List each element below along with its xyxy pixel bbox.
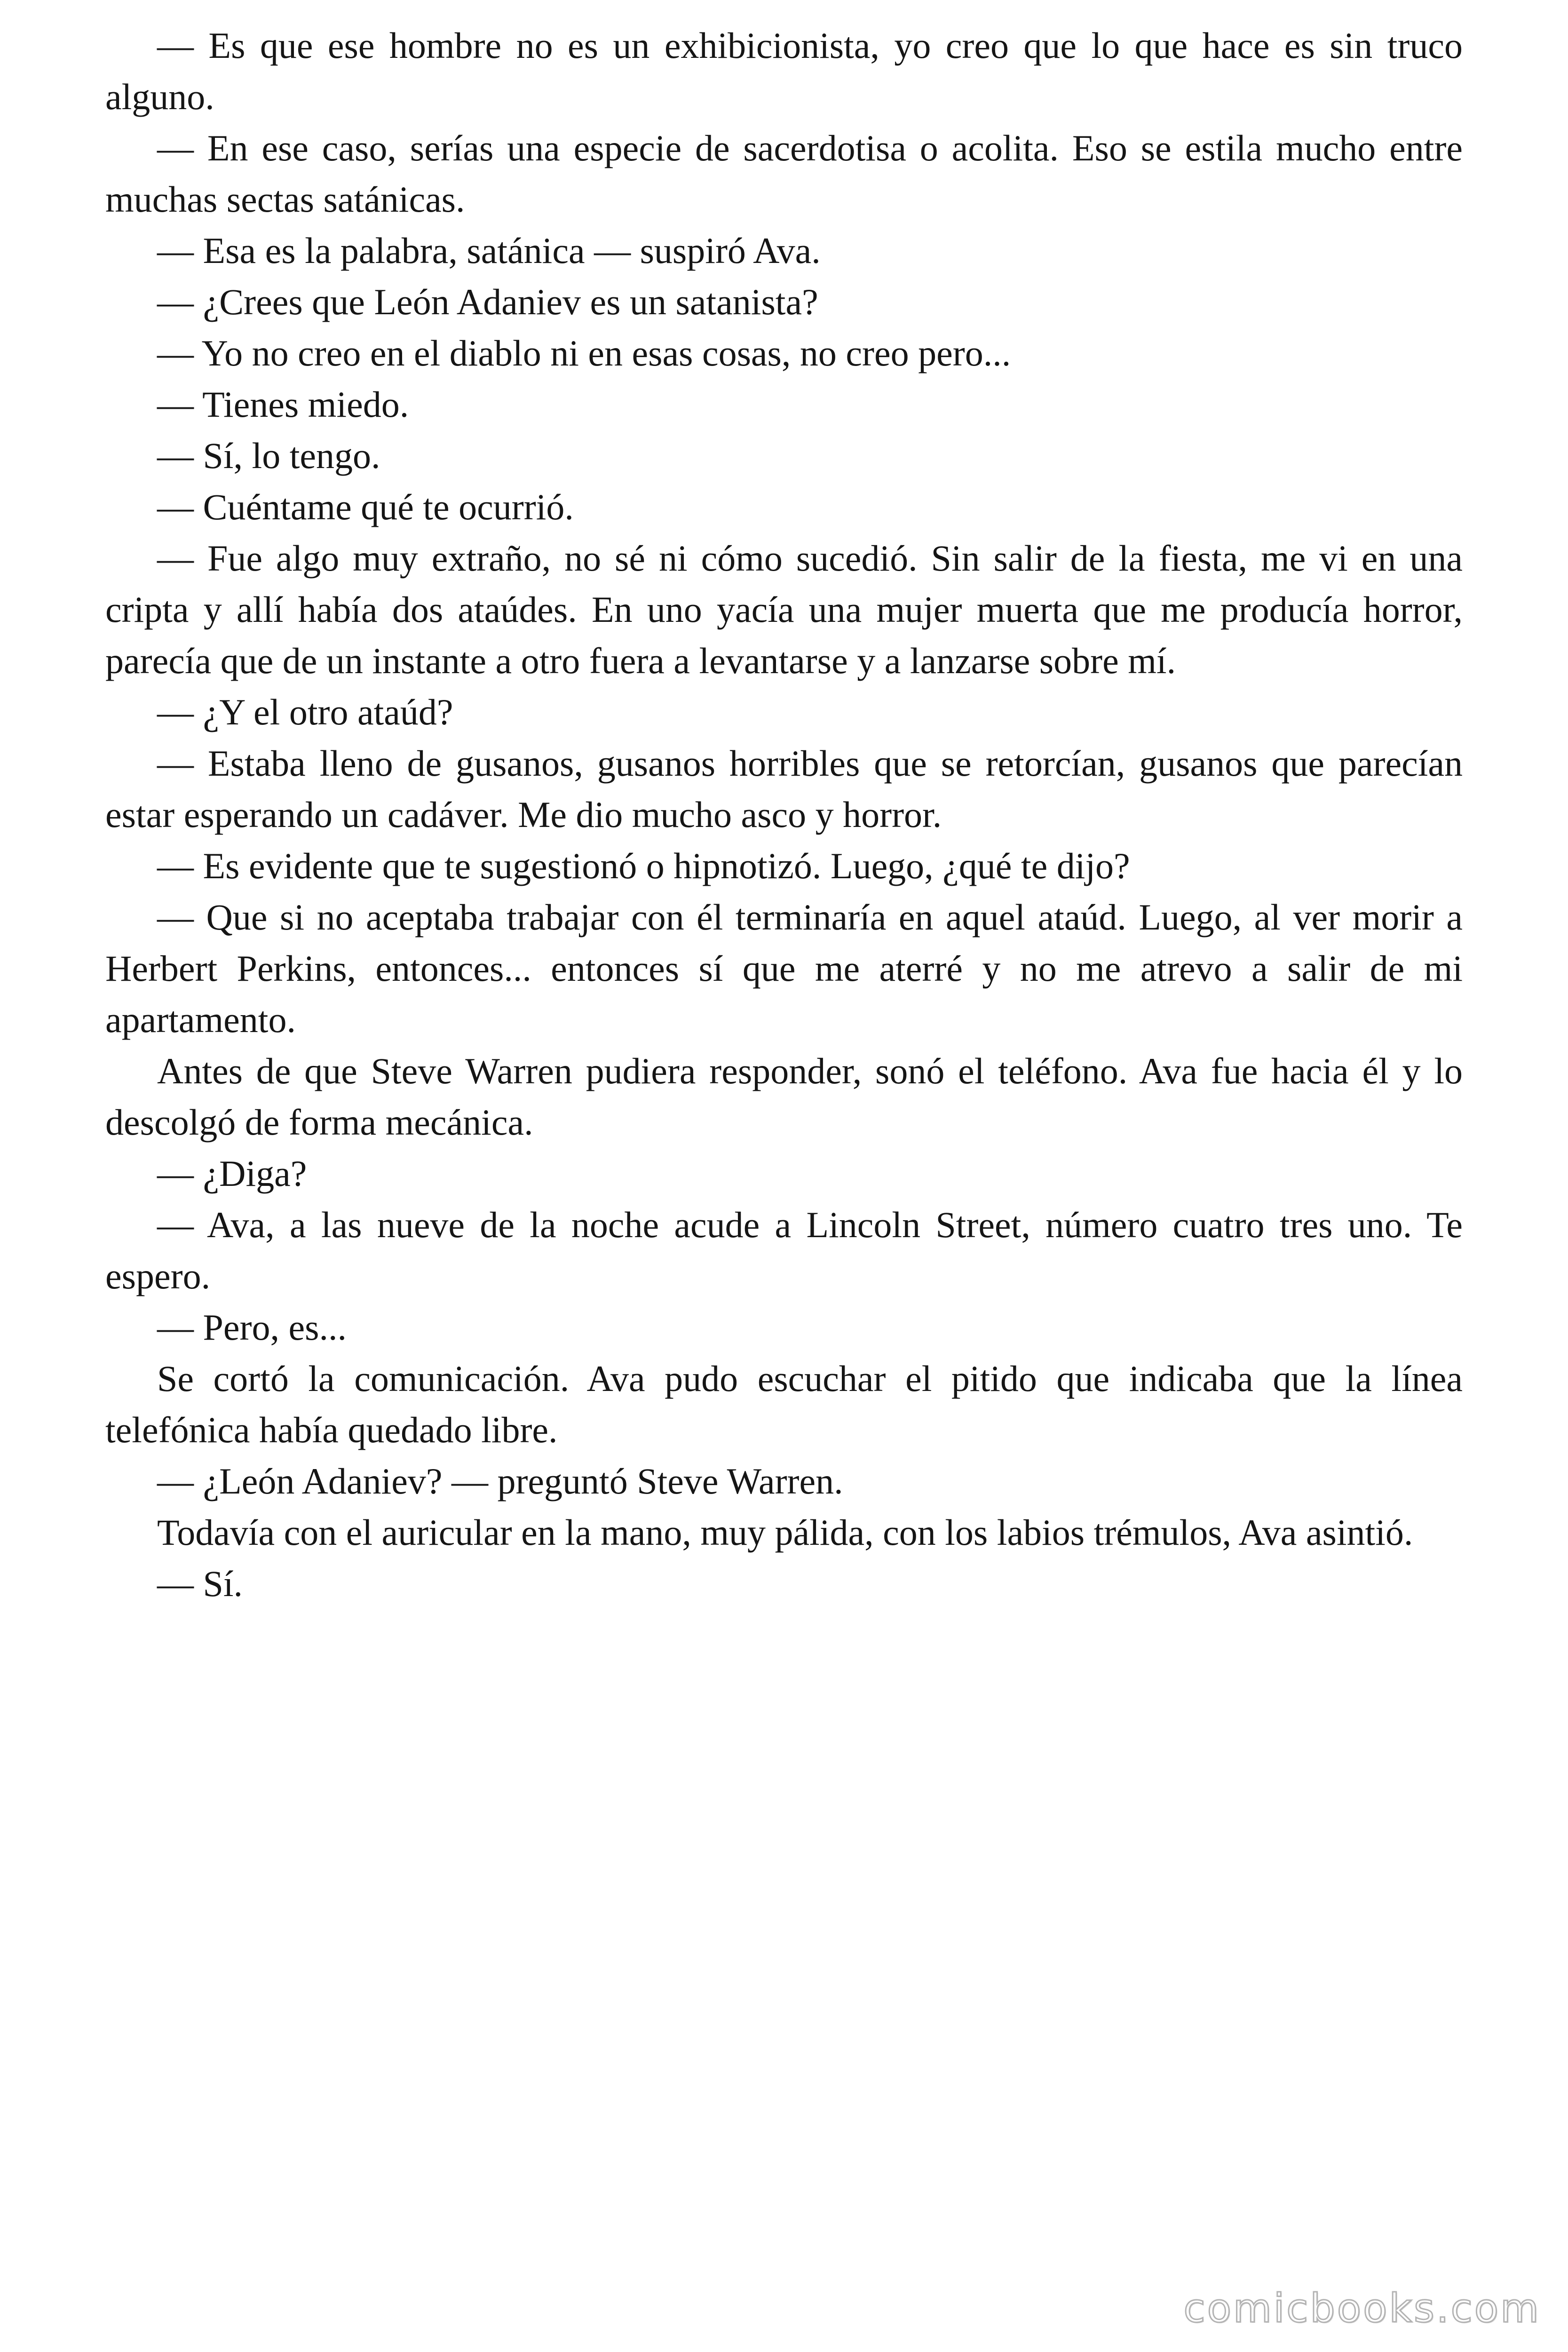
paragraph: — Es evidente que te sugestionó o hipnotizó. Luego, ¿qué te dijo? xyxy=(157,845,1130,886)
paragraph: — Cuéntame qué te ocurrió. xyxy=(157,486,574,527)
paragraph: — ¿Y el otro ataúd? xyxy=(157,691,453,732)
paragraph: Se cortó la comunicación. Ava pudo escuchar el pitido que indicaba que la línea telefónica había quedado libre. xyxy=(105,1358,1463,1450)
paragraph: — Esa es la palabra, satánica — suspiró Ava. xyxy=(157,230,821,271)
paragraph: — Tienes miedo. xyxy=(157,384,409,425)
paragraph: — Sí, lo tengo. xyxy=(157,435,380,476)
paragraph: — En ese caso, serías una especie de sacerdotisa o acolita. Eso se estila mucho entre muchas sectas satánicas. xyxy=(105,127,1463,220)
body-text xyxy=(105,20,1463,1609)
paragraph: Todavía con el auricular en la mano, muy pálida, con los labios trémulos, Ava asintió. xyxy=(157,1512,1413,1553)
paragraph: — Que si no aceptaba trabajar con él terminaría en aquel ataúd. Luego, al ver morir a Herbert Perkins, entonces... entonces sí que me aterré y no me atrevo a salir de mi apartamento. xyxy=(105,897,1463,1040)
paragraph: — Sí. xyxy=(157,1563,243,1604)
paragraph: — Ava, a las nueve de la noche acude a Lincoln Street, número cuatro tres uno. Te espero. xyxy=(105,1204,1463,1296)
paragraph: — ¿León Adaniev? — preguntó Steve Warren. xyxy=(157,1461,843,1502)
paragraph: — Fue algo muy extraño, no sé ni cómo sucedió. Sin salir de la fiesta, me vi en una cripta y allí había dos ataúdes. En uno yacía una mujer muerta que me producía horror, parecía que de un instante a otro fuera a levantarse y a lanzarse sobre mí. xyxy=(105,538,1463,681)
paragraph: — Estaba lleno de gusanos, gusanos horribles que se retorcían, gusanos que parecían estar esperando un cadáver. Me dio mucho asco y horror. xyxy=(105,743,1463,835)
paragraph: — Es que ese hombre no es un exhibicionista, yo creo que lo que hace es sin truco alguno. xyxy=(105,25,1463,117)
paragraph: — Yo no creo en el diablo ni en esas cosas, no creo pero... xyxy=(157,333,1011,373)
watermark: comicbooks.com xyxy=(1183,2285,1541,2331)
paragraph: — ¿Crees que León Adaniev es un satanista? xyxy=(157,281,818,322)
paragraph: Antes de que Steve Warren pudiera responder, sonó el teléfono. Ava fue hacia él y lo descolgó de forma mecánica. xyxy=(105,1050,1463,1143)
paragraph: — Pero, es... xyxy=(157,1307,347,1348)
paragraph: — ¿Diga? xyxy=(157,1153,307,1194)
